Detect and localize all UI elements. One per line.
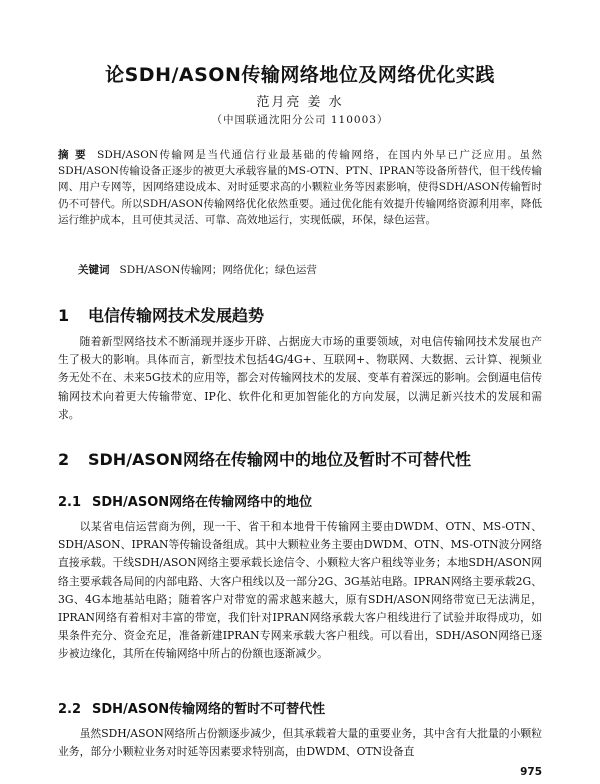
section-2-1-heading bbox=[58, 491, 312, 510]
paper-authors: 范月亮 姜 水 bbox=[256, 95, 344, 110]
section-2-2-number: 2.2 bbox=[58, 702, 82, 717]
abstract-label: 摘 要 bbox=[58, 149, 88, 161]
keywords-text: SDH/ASON传输网；网络优化；绿色运营 bbox=[119, 264, 317, 276]
section-1-title: 电信传输网技术发展趋势 bbox=[88, 306, 265, 325]
section-2-2-title: SDH/ASON传输网络的暂时不可替代性 bbox=[92, 702, 326, 717]
section-2-1-title: SDH/ASON网络在传输网络中的地位 bbox=[92, 495, 313, 510]
section-2-heading bbox=[58, 447, 471, 470]
abstract-text: SDH/ASON传输网是当代通信行业最基础的传输网络，在国内外早已广泛应用。虽然SDH/ASON传输设备正逐步的被更大承载容量的MS-OTN、PTN、IPRAN等设备所替代，但干线传输网、用户专网等，因网络建设成本、对时延要求高的小颗粒业务等因素影响，使得SDH/ASON传输暂时仍不可替代。所以SDH/ASON传输网络优化依然重要。通过优化能有效提升传输网络资源利用率，降低运行维护成本，且可使其灵活、可靠、高效地运行，实现低碳，环保，绿色运营。 bbox=[58, 149, 542, 226]
section-1-number: 1 bbox=[58, 306, 70, 325]
section-2-2-heading bbox=[58, 698, 325, 717]
section-2-1-number: 2.1 bbox=[58, 495, 82, 510]
section-2-1-paragraph: 以某省电信运营商为例，现一干、省干和本地骨干传输网主要由DWDM、OTN、MS-OTN、SDH/ASON、IPRAN等传输设备组成。其中大颗粒业务主要由DWDM、OTN、MS-OTN波分网络直接承载。干线SDH/ASON网络主要承载长途信令、小颗粒大客户租线等业务；本地SDH/ASON网络主要承载各局间的内部电路、大客户租线以及一部分2G、3G基站电路。IPRAN网络主要承载2G、3G、4G本地基站电路；随着客户对带宽的需求越来越大，原有SDH/ASON网络带宽已无法满足，IPRAN网络有着相对丰富的带宽，我们针对IPRAN网络承载大客户租线进行了试验并取得成功，如果条件充分、资金充足，准备新建IPRAN专网来承载大客户租线。可以看出，SDH/ASON网络已逐步被边缘化，其所在传输网络中所占的份额也逐渐减少。 bbox=[58, 520, 542, 661]
section-1-paragraph: 随着新型网络技术不断涌现并逐步开辟、占据庞大市场的重要领域，对电信传输网技术发展也产生了极大的影响。具体而言，新型技术包括4G/4G+、互联网+、物联网、大数据、云计算、视频业务无处不在、未来5G技术的应用等，都会对传输网技术的发展、变革有着深远的影响。会倒逼电信传输网技术向着更大传输带宽、IP化、软件化和更加智能化的方向发展，以满足新兴技术的发展和需求。 bbox=[58, 335, 542, 421]
section-2-number: 2 bbox=[58, 450, 70, 469]
abstract-block bbox=[58, 147, 542, 228]
section-1-heading bbox=[58, 303, 264, 326]
keywords-block bbox=[78, 262, 542, 278]
paper-affiliation: （中国联通沈阳分公司 110003） bbox=[211, 114, 389, 126]
section-2-2-paragraph: 虽然SDH/ASON网络所占份额逐步减少，但其承载着大量的重要业务，其中含有大批量的小颗粒业务，部分小颗粒业务对时延等因素要求特别高，由DWDM、OTN设备直 bbox=[58, 727, 542, 759]
keywords-label: 关键词 bbox=[78, 264, 110, 276]
section-2-title: SDH/ASON网络在传输网中的地位及暂时不可替代性 bbox=[88, 450, 471, 469]
page-number: 975 bbox=[520, 766, 542, 778]
paper-title: 论SDH/ASON传输网络地位及网络优化实践 bbox=[105, 64, 495, 86]
